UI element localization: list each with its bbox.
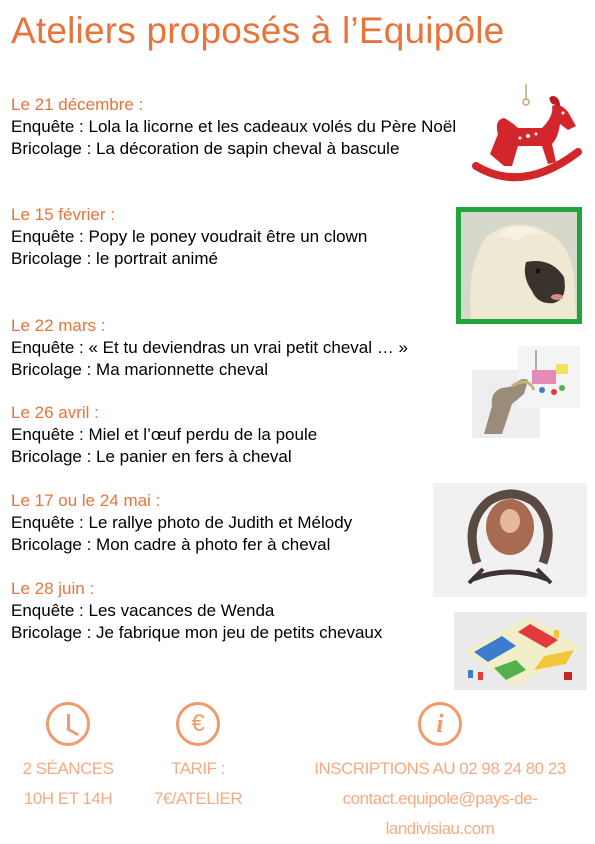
info-symbol: i: [436, 709, 444, 738]
euro-symbol: €: [191, 710, 205, 737]
session-bricolage: Bricolage : le portrait animé: [11, 249, 218, 268]
session-june: [11, 578, 461, 644]
sessions-times: 10H ET 14H: [23, 789, 113, 808]
session-march: [11, 315, 461, 381]
euro-icon: [176, 702, 220, 746]
inscriptions-phone: INSCRIPTIONS AU 02 98 24 80 23: [314, 759, 566, 778]
page-title: Ateliers proposés à l’Equipôle: [11, 10, 505, 51]
sessions-info: [8, 702, 128, 814]
rocking-horse-ornament-image: [468, 82, 583, 190]
session-april: [11, 402, 461, 468]
clock-icon: [46, 702, 90, 746]
session-date: Le 21 décembre :: [11, 95, 144, 114]
contact-email: contact.equipole@pays-de-landivisiau.com: [342, 789, 538, 838]
session-enquete: Enquête : « Et tu deviendras un vrai petit cheval … »: [11, 338, 408, 357]
session-date: Le 17 ou le 24 mai :: [11, 491, 161, 510]
session-may: [11, 490, 461, 556]
session-enquete: Enquête : Les vacances de Wenda: [11, 601, 275, 620]
pony-photo: [456, 207, 582, 324]
session-bricolage: Bricolage : Ma marionnette cheval: [11, 360, 269, 379]
sessions-count: 2 SÉANCES: [22, 759, 114, 778]
inscriptions-info: [290, 702, 590, 844]
session-bricolage: Bricolage : Je fabrique mon jeu de petits chevaux: [11, 623, 383, 642]
horse-puppet-photo: [472, 346, 580, 438]
info-icon: [418, 702, 462, 746]
tarif-info: [138, 702, 258, 814]
session-enquete: Enquête : Miel et l’œuf perdu de la poule: [11, 425, 318, 444]
session-date: Le 15 février :: [11, 205, 115, 224]
board-game-image: [454, 612, 587, 690]
session-enquete: Enquête : Popy le poney voudrait être un clown: [11, 227, 368, 246]
horseshoe-photo-frame-image: [433, 483, 587, 597]
session-bricolage: Bricolage : Le panier en fers à cheval: [11, 447, 292, 466]
session-date: Le 28 juin :: [11, 579, 95, 598]
session-bricolage: Bricolage : La décoration de sapin cheval à bascule: [11, 139, 400, 158]
tarif-price: 7€/ATELIER: [153, 789, 243, 808]
session-date: Le 26 avril :: [11, 403, 99, 422]
tarif-label: TARIF :: [171, 759, 225, 778]
session-date: Le 22 mars :: [11, 316, 106, 335]
session-enquete: Enquête : Lola la licorne et les cadeaux volés du Père Noël: [11, 117, 457, 136]
session-enquete: Enquête : Le rallye photo de Judith et Mélody: [11, 513, 353, 532]
session-december: [11, 94, 461, 160]
session-bricolage: Bricolage : Mon cadre à photo fer à cheval: [11, 535, 331, 554]
session-february: [11, 204, 461, 270]
